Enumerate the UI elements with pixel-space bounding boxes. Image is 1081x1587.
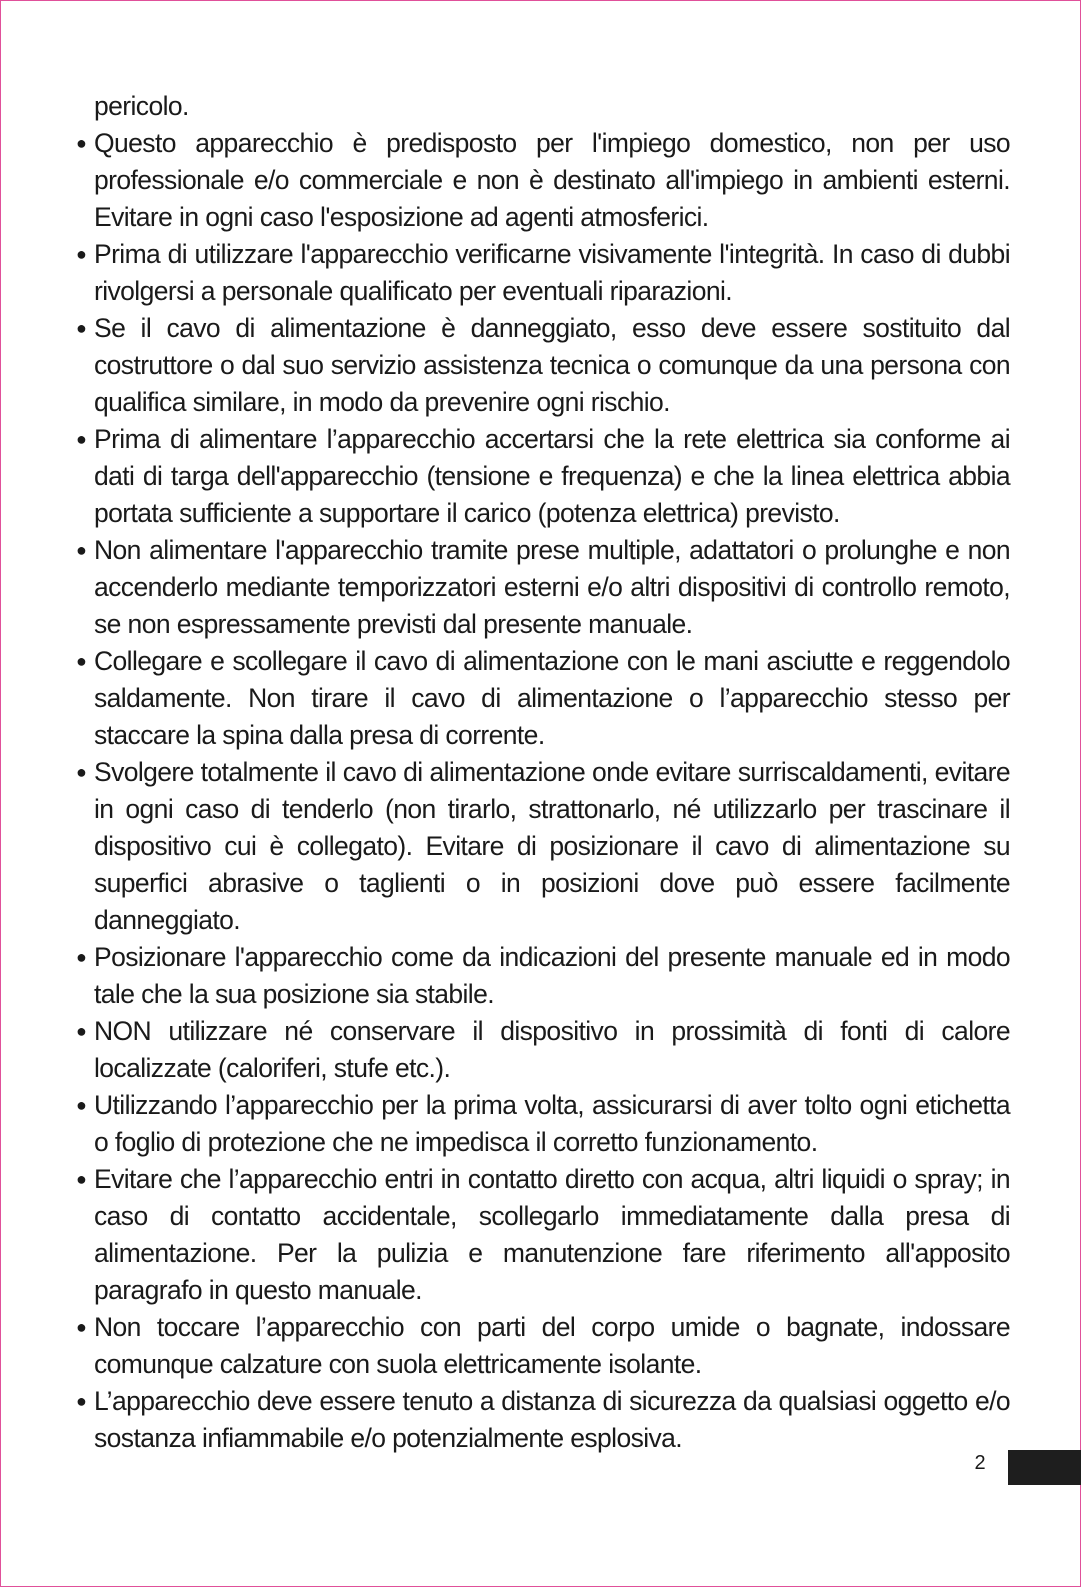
bullet-item-multiple-sockets — [76, 532, 1010, 643]
bullet-icon: ● — [76, 947, 87, 967]
bullet-item-domestic-use — [76, 125, 1010, 236]
bullet-item-power-supply — [76, 421, 1010, 532]
bullet-icon: ● — [76, 1095, 87, 1115]
bullet-text: Evitare che l’apparecchio entri in contatto diretto con acqua, altri liquidi o spray; in caso di contatto accidentale, scollegarlo immediatamente dalla presa di alimentazione. Per la pulizia e manutenzione fare riferimento all'apposito paragrafo in questo manuale. — [94, 1164, 1010, 1305]
bullet-icon: ● — [76, 318, 87, 338]
bullet-item-check-integrity — [76, 236, 1010, 310]
bullet-icon: ● — [76, 651, 87, 671]
bullet-icon: ● — [76, 1317, 87, 1337]
bullet-text: Prima di utilizzare l'apparecchio verificarne visivamente l'integrità. In caso di dubbi rivolgersi a personale qualificato per eventuali riparazioni. — [94, 239, 1010, 306]
safety-bullet-list — [76, 125, 1010, 1457]
bullet-item-wet-body — [76, 1309, 1010, 1383]
bullet-text: Utilizzando l’apparecchio per la prima volta, assicurarsi di aver tolto ogni etichetta o foglio di protezione che ne impedisca il corretto funzionamento. — [94, 1090, 1010, 1157]
bullet-text: Posizionare l'apparecchio come da indicazioni del presente manuale ed in modo tale che la sua posizione sia stabile. — [94, 942, 1010, 1009]
bullet-text: Non alimentare l'apparecchio tramite prese multiple, adattatori o prolunghe e non accenderlo mediante temporizzatori esterni e/o altri dispositivi di controllo remoto, se non espressamente previsti dal presente manuale. — [94, 535, 1010, 639]
bullet-icon: ● — [76, 1391, 87, 1411]
bullet-text: Se il cavo di alimentazione è danneggiato, esso deve essere sostituito dal costruttore o dal suo servizio assistenza tecnica o comunque da una persona con qualifica similare, in modo da prevenire ogni rischio. — [94, 313, 1010, 417]
bullet-item-first-use — [76, 1087, 1010, 1161]
bullet-icon: ● — [76, 540, 87, 560]
bullet-item-unwind-cable — [76, 754, 1010, 939]
bullet-icon: ● — [76, 244, 87, 264]
bullet-icon: ● — [76, 1021, 87, 1041]
continuation-text: pericolo. — [94, 91, 189, 121]
bullet-icon: ● — [76, 1169, 87, 1189]
bullet-text: NON utilizzare né conservare il dispositivo in prossimità di fonti di calore localizzate (caloriferi, stufe etc.). — [94, 1016, 1010, 1083]
bullet-item-stable-position — [76, 939, 1010, 1013]
bullet-item-flammable — [76, 1383, 1010, 1457]
bullet-text: Prima di alimentare l’apparecchio accertarsi che la rete elettrica sia conforme ai dati di targa dell'apparecchio (tensione e frequenza) e che la linea elettrica abbia portata sufficiente a supportare il carico (potenza elettrica) previsto. — [94, 424, 1010, 528]
bullet-item-water-contact — [76, 1161, 1010, 1309]
bullet-icon: ● — [76, 429, 87, 449]
bullet-text: Svolgere totalmente il cavo di alimentazione onde evitare surriscaldamenti, evitare in ogni caso di tenderlo (non tirarlo, strattonarlo, né utilizzarlo per trascinare il dispositivo cui è collegato). Evitare di posizionare il cavo di alimentazione su superfici abrasive o taglienti o in posizioni dove può essere facilmente danneggiato. — [94, 757, 1010, 935]
bullet-icon: ● — [76, 133, 87, 153]
page-edge-tab — [1008, 1450, 1081, 1485]
safety-warnings-section — [76, 88, 1010, 1457]
bullet-item-dry-hands — [76, 643, 1010, 754]
bullet-text: L’apparecchio deve essere tenuto a distanza di sicurezza da qualsiasi oggetto e/o sostanza infiammabile e/o potenzialmente esplosiva. — [94, 1386, 1010, 1453]
bullet-text: Collegare e scollegare il cavo di alimentazione con le mani asciutte e reggendolo saldamente. Non tirare il cavo di alimentazione o l’apparecchio stesso per staccare la spina dalla presa di corrente. — [94, 646, 1010, 750]
bullet-text: Non toccare l’apparecchio con parti del corpo umide o bagnate, indossare comunque calzature con suola elettricamente isolante. — [94, 1312, 1010, 1379]
bullet-item-heat-sources — [76, 1013, 1010, 1087]
bullet-item-damaged-cable — [76, 310, 1010, 421]
page-number: 2 — [974, 1452, 986, 1474]
bullet-icon: ● — [76, 762, 87, 782]
bullet-text: Questo apparecchio è predisposto per l'impiego domestico, non per uso professionale e/o commerciale e non è destinato all'impiego in ambienti esterni. Evitare in ogni caso l'esposizione ad agenti atmosferici. — [94, 128, 1010, 232]
